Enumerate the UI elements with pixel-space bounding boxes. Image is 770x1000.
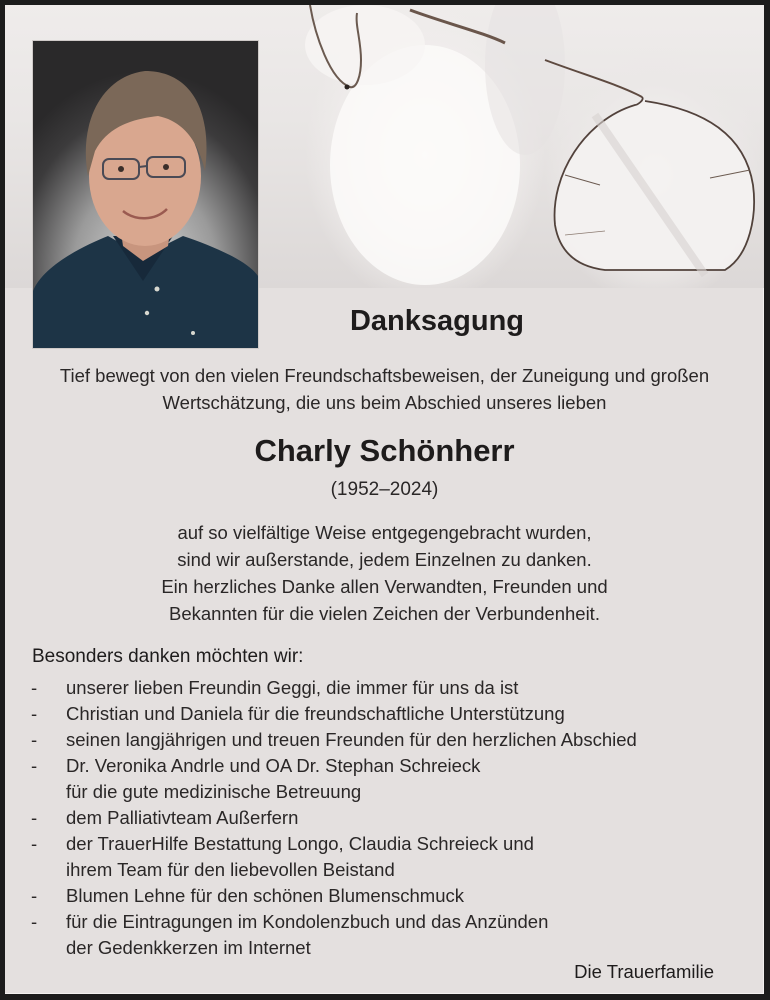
shirt-button: [155, 287, 160, 292]
body-text: [5, 519, 764, 627]
shirt-button: [145, 311, 149, 315]
thanks-item: [29, 805, 749, 831]
thanks-item: [29, 675, 749, 701]
life-years: (1952–2024): [330, 479, 439, 500]
thanks-item: [29, 831, 749, 883]
thanks-item: [29, 727, 749, 753]
shirt-button: [191, 331, 195, 335]
thanks-item: [29, 753, 749, 805]
seed-pod: [555, 97, 755, 270]
signature: Die Trauerfamilie: [574, 961, 714, 982]
body-line: Ein herzliches Danke allen Verwandten, Freunden und: [161, 576, 608, 597]
stem-node: [345, 85, 350, 90]
person-silhouette: [33, 41, 258, 348]
thanks-item-line: dem Palliativteam Außerfern: [66, 807, 299, 828]
body-line: sind wir außerstande, jedem Einzelnen zu danken.: [177, 549, 592, 570]
bullet-dash: -: [31, 729, 38, 750]
eye: [118, 166, 124, 172]
bullet-dash: -: [31, 807, 38, 828]
bullet-dash: -: [31, 911, 38, 932]
intro-text: [15, 362, 754, 416]
blurred-pod: [305, 5, 425, 85]
page-title: Danksagung: [349, 305, 525, 337]
thanks-item-line: der TrauerHilfe Bestattung Longo, Claudia Schreieck und: [66, 833, 534, 854]
thanks-item: [29, 701, 749, 727]
glasses-bridge: [139, 166, 147, 167]
thanks-item: [29, 909, 749, 961]
bullet-dash: -: [31, 755, 38, 776]
thanks-item-line: ihrem Team für den liebevollen Beistand: [66, 859, 395, 880]
obituary-card: [5, 5, 764, 994]
thanks-item-line: Blumen Lehne für den schönen Blumenschmuck: [66, 885, 464, 906]
thanks-list: [29, 675, 749, 961]
thanks-item-line: für die Eintragungen im Kondolenzbuch und das Anzünden: [66, 911, 549, 932]
portrait-photo: [32, 40, 259, 349]
thanks-item-line: seinen langjährigen und treuen Freunden für den herzlichen Abschied: [66, 729, 637, 750]
thanks-item-line: für die gute medizinische Betreuung: [66, 781, 362, 802]
body-line: Bekannten für die vielen Zeichen der Verbundenheit.: [169, 603, 600, 624]
bullet-dash: -: [31, 703, 38, 724]
special-thanks-heading: Besonders danken möchten wir:: [32, 646, 304, 667]
body-line: auf so vielfältige Weise entgegengebracht wurden,: [177, 522, 592, 543]
bullet-dash: -: [31, 833, 38, 854]
bullet-dash: -: [31, 885, 38, 906]
thanks-item-line: der Gedenkkerzen im Internet: [66, 937, 311, 958]
thanks-item-line: Christian und Daniela für die freundschaftliche Unterstützung: [66, 703, 565, 724]
deceased-name: Charly Schönherr: [254, 433, 515, 468]
thanks-item-line: unserer lieben Freundin Geggi, die immer für uns da ist: [66, 677, 519, 698]
thanks-item: [29, 883, 749, 909]
eye: [163, 164, 169, 170]
intro-line: Wertschätzung, die uns beim Abschied unseres lieben: [162, 392, 607, 413]
thanks-item-line: Dr. Veronika Andrle und OA Dr. Stephan Schreieck: [66, 755, 481, 776]
intro-line: Tief bewegt von den vielen Freundschaftsbeweisen, der Zuneigung und großen: [59, 365, 710, 386]
bullet-dash: -: [31, 677, 38, 698]
